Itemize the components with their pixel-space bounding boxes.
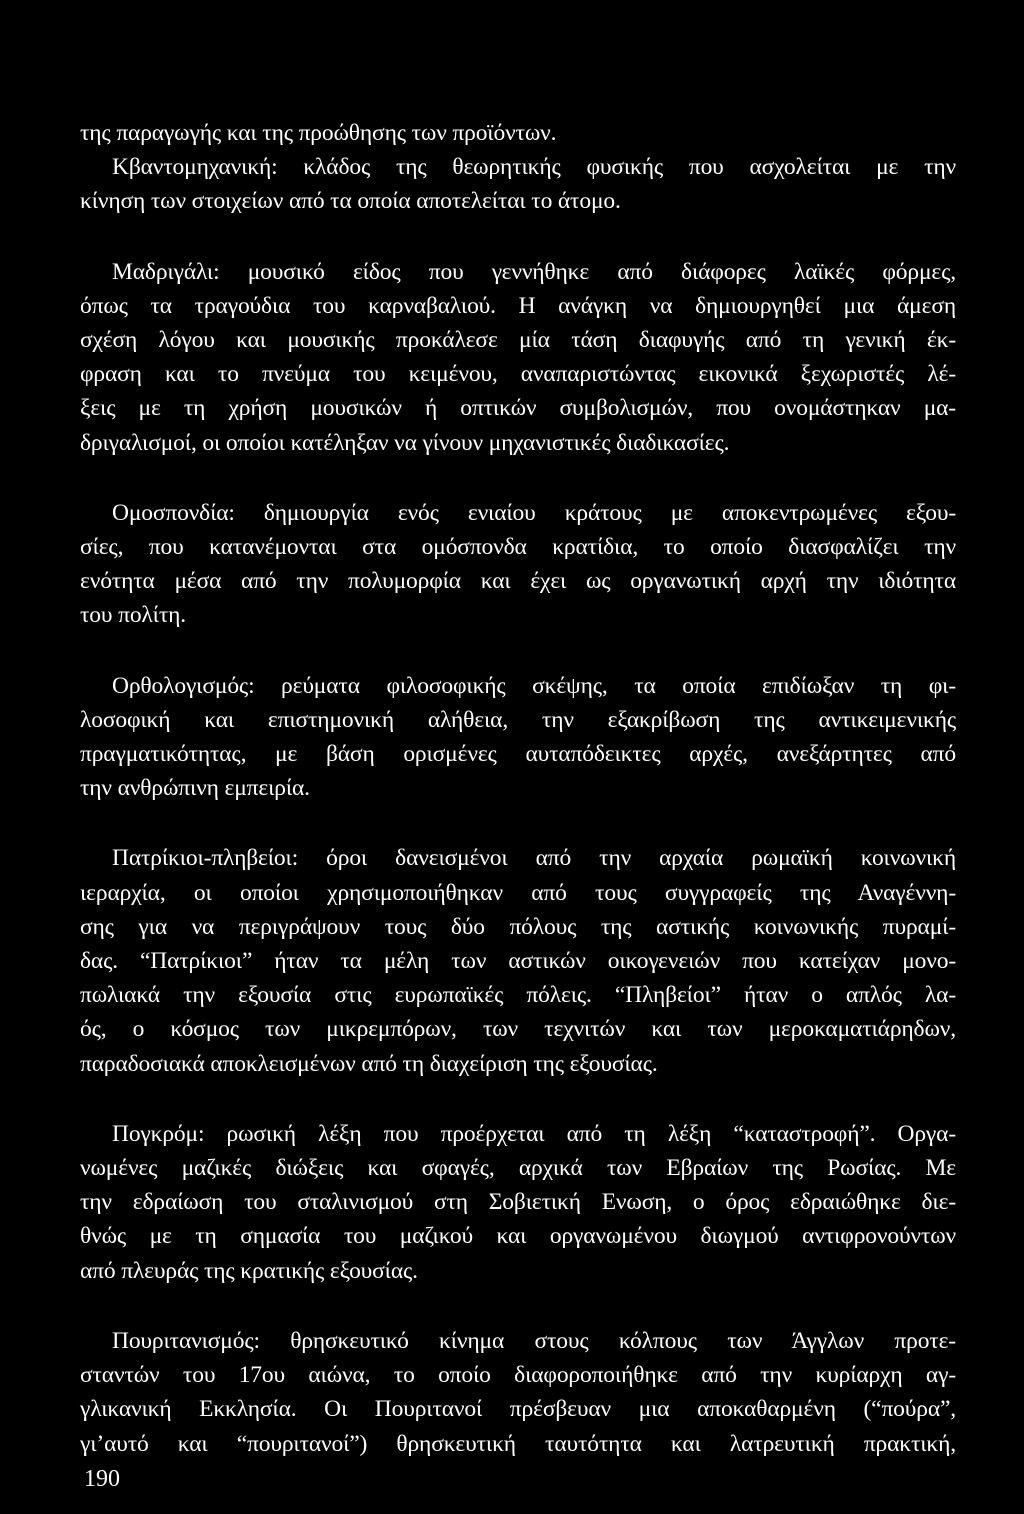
text-line: ξεις με τη χρήση μουσικών ή οπτικών συμβολισμών, που ονομάστηκαν μα- <box>80 395 956 422</box>
text-line: κίνηση των στοιχείων από τα οποία αποτελείται το άτομο. <box>80 188 621 215</box>
text-line: Πουριτανισμός: θρησκευτικό κίνημα στους κόλπους των Άγγλων προτε- <box>112 1327 956 1354</box>
text-line: δριγαλισμοί, οι οποίοι κατέληξαν να γίνουν μηχανιστικές διαδικασίες. <box>80 429 730 456</box>
text-line: Πατρίκιοι-πληβείοι: όροι δανεισμένοι από την αρχαία ρωμαϊκή κοινωνική <box>112 845 956 872</box>
text-line: πωλιακά την εξουσία στις ευρωπαϊκές πόλεις. “Πληβείοι” ήταν ο απλός λα- <box>80 982 956 1009</box>
text-line: λοσοφική και επιστημονική αλήθεια, την εξακρίβωση της αντικειμενικής <box>80 706 956 733</box>
glossary-entry-pogrom <box>80 1117 956 1288</box>
text-line: του πολίτη. <box>80 602 186 629</box>
text-line: Ομοσπονδία: δημιουργία ενός ενιαίου κράτους με αποκεντρωμένες εξου- <box>112 499 956 526</box>
text-line: γλικανική Εκκλησία. Οι Πουριτανοί πρέσβευαν μια αποκαθαρμένη (“πούρα”, <box>80 1396 956 1423</box>
text-line: φραση και το πνεύμα του κειμένου, αναπαριστώντας εικονικά ξεχωριστές λέ- <box>80 361 956 388</box>
glossary-entry-federation <box>80 496 956 633</box>
text-line: ενότητα μέσα από την πολυμορφία και έχει ως οργανωτική αρχή την ιδιότητα <box>80 568 956 595</box>
text-line: την ανθρώπινη εμπειρία. <box>80 775 310 802</box>
text-line: από πλευράς της κρατικής εξουσίας. <box>80 1257 418 1284</box>
glossary-entry-quantum-mechanics <box>80 150 956 218</box>
glossary-page <box>80 116 956 1461</box>
text-line: Πογκρόμ: ρωσική λέξη που προέρχεται από τη λέξη “καταστροφή”. Οργα- <box>112 1120 956 1147</box>
glossary-entry-madrigal <box>80 255 956 460</box>
text-line: σίες, που κατανέμονται στα ομόσπονδα κρατίδια, το οποίο διασφαλίζει την <box>80 534 956 561</box>
text-line: της παραγωγής και της προώθησης των προϊόντων. <box>80 120 557 146</box>
text-line: σταντών του 17ου αιώνα, το οποίο διαφοροποιήθηκε από την κυρίαρχη αγ- <box>80 1362 956 1389</box>
text-line: Μαδριγάλι: μουσικό είδος που γεννήθηκε από διάφορες λαϊκές φόρμες, <box>112 258 956 285</box>
text-line: Κβαντομηχανική: κλάδος της θεωρητικής φυσικής που ασχολείται με την <box>112 154 956 181</box>
glossary-entry-patricians-plebeians <box>80 841 956 1080</box>
glossary-entry-continuation <box>80 116 956 150</box>
text-line: σης για να περιγράψουν τους δύο πόλους της αστικής κοινωνικής πυραμί- <box>80 913 956 940</box>
text-line: σχέση λόγου και μουσικής προκάλεσε μία τάση διαφυγής από τη γενική έκ- <box>80 327 956 354</box>
text-line: την εδραίωση του σταλινισμού στη Σοβιετική Ενωση, ο όρος εδραιώθηκε διε- <box>80 1189 956 1216</box>
text-line: πραγματικότητας, με βάση ορισμένες αυταπόδεικτες αρχές, ανεξάρτητες από <box>80 741 956 768</box>
text-line: ιεραρχία, οι οποίοι χρησιμοποιήθηκαν από τους συγγραφείς της Αναγέννη- <box>80 879 956 906</box>
glossary-entry-puritanism <box>80 1324 956 1461</box>
text-line: θνώς με τη σημασία του μαζικού και οργανωμένου διωγμού αντιφρονούντων <box>80 1223 956 1250</box>
text-line: ός, ο κόσμος των μικρεμπόρων, των τεχνιτών και των μεροκαματιάρηδων, <box>80 1016 956 1043</box>
text-line: νωμένες μαζικές διώξεις και σφαγές, αρχικά των Εβραίων της Ρωσίας. Με <box>80 1155 956 1182</box>
text-line: παραδοσιακά αποκλεισμένων από τη διαχείριση της εξουσίας. <box>80 1050 658 1077</box>
text-line: δας. “Πατρίκιοι” ήταν τα μέλη των αστικών οικογενειών που κατείχαν μονο- <box>80 948 956 975</box>
text-line: Ορθολογισμός: ρεύματα φιλοσοφικής σκέψης, τα οποία επιδίωξαν τη φι- <box>112 672 956 699</box>
glossary-entry-rationalism <box>80 669 956 806</box>
text-line: όπως τα τραγούδια του καρναβαλιού. Η ανάγκη να δημιουργηθεί μια άμεση <box>80 292 956 319</box>
page-number: 190 <box>84 1466 120 1492</box>
text-line: γι’αυτό και “πουριτανοί”) θρησκευτική ταυτότητα και λατρευτική πρακτική, <box>80 1430 956 1457</box>
